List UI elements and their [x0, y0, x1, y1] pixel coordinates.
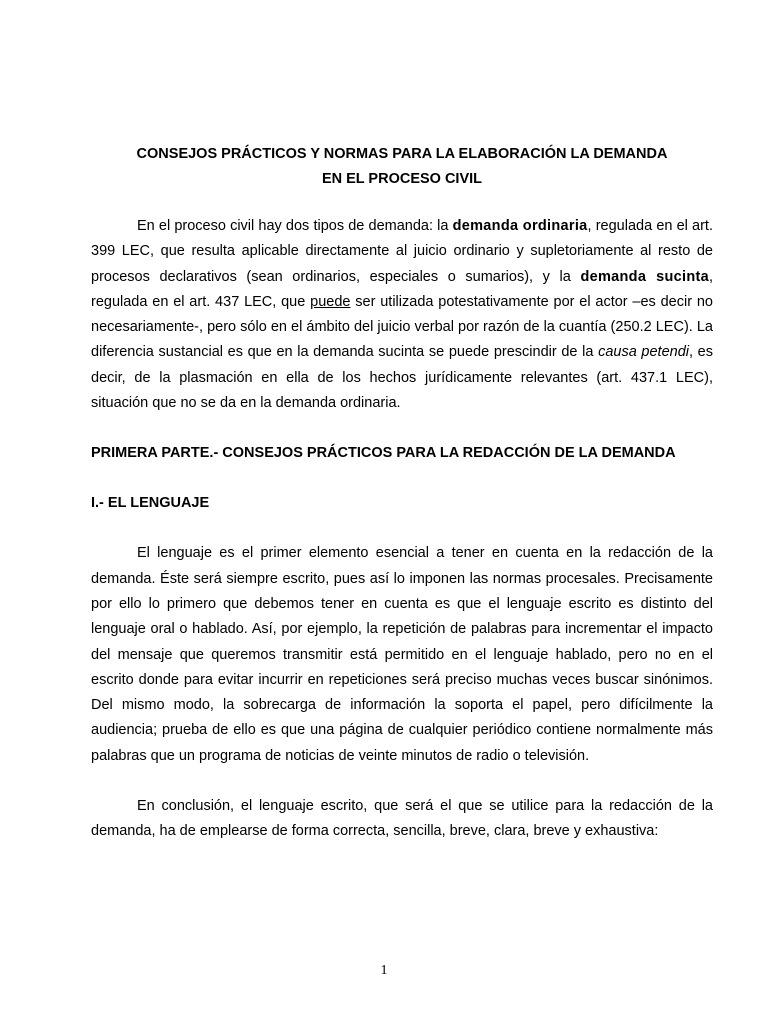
section-heading: I.- EL LENGUAJE [91, 495, 210, 512]
term-demanda-ordinaria: demanda ordinaria [452, 218, 588, 234]
intro-text-3: , regulada en el art. 437 LEC, que [91, 268, 713, 310]
title-line-2: EN EL PROCESO CIVIL [321, 171, 483, 187]
intro-paragraph [91, 214, 713, 416]
part-heading: PRIMERA PARTE.- CONSEJOS PRÁCTICOS PARA LA REDACCIÓN DE LA DEMANDA [91, 445, 676, 462]
intro-text-2: , regulada en el art. 399 LEC, que resulta aplicable directamente al juicio ordinario y supletoriamente al resto de procesos declarativos (sean ordinarios, especiales o sumarios), y la [91, 218, 713, 285]
language-paragraph: El lenguaje es el primer elemento esencial a tener en cuenta en la redacción de la demanda. Éste será siempre escrito, pues así lo imponen las normas procesales. Precisamente por ello lo primero que debemos tener en cuenta es que el lenguaje escrito es distinto del lenguaje oral o hablado. Así, por ejemplo, la repetición de palabras para incrementar el impacto del mensaje que queremos transmitir está permitido en el lenguaje hablado, pero no en el escrito donde para evitar incurrir en repeticiones será preciso muchas veces buscar sinónimos. Del mismo modo, la sobrecarga de información la soporta el papel, pero difícilmente la audiencia; prueba de ello es que una página de cualquier periódico contiene normalmente más palabras que un programa de noticias de veinte minutos de radio o televisión. [91, 545, 713, 764]
underlined-puede: puede [310, 293, 351, 310]
conclusion-paragraph: En conclusión, el lenguaje escrito, que será el que se utilice para la redacción de la demanda, ha de emplearse de forma correcta, sencilla, breve, clara, breve y exhaustiva: [91, 798, 713, 840]
intro-text-1: En el proceso civil hay dos tipos de demanda: la [137, 218, 453, 234]
italic-causa-petendi: causa petendi [598, 344, 689, 361]
intro-text-5: , es decir, de la plasmación en ella de los hechos jurídicamente relevantes (art. 437.1 LEC), situación que no se da en la demanda ordinaria. [91, 344, 713, 412]
page-number: 1 [380, 963, 388, 978]
title-line-1: CONSEJOS PRÁCTICOS Y NORMAS PARA LA ELABORACIÓN LA DEMANDA [136, 146, 668, 162]
intro-text-4: ser utilizada potestativamente por el actor –es decir no necesariamente-, pero sólo en el ámbito del juicio verbal por razón de la cuantía (250.2 LEC). La diferencia sustancial es que en la demanda sucinta se puede prescindir de la [91, 293, 713, 361]
document-content [91, 142, 713, 845]
document-title [91, 142, 713, 192]
term-demanda-sucinta: demanda sucinta [580, 268, 709, 285]
